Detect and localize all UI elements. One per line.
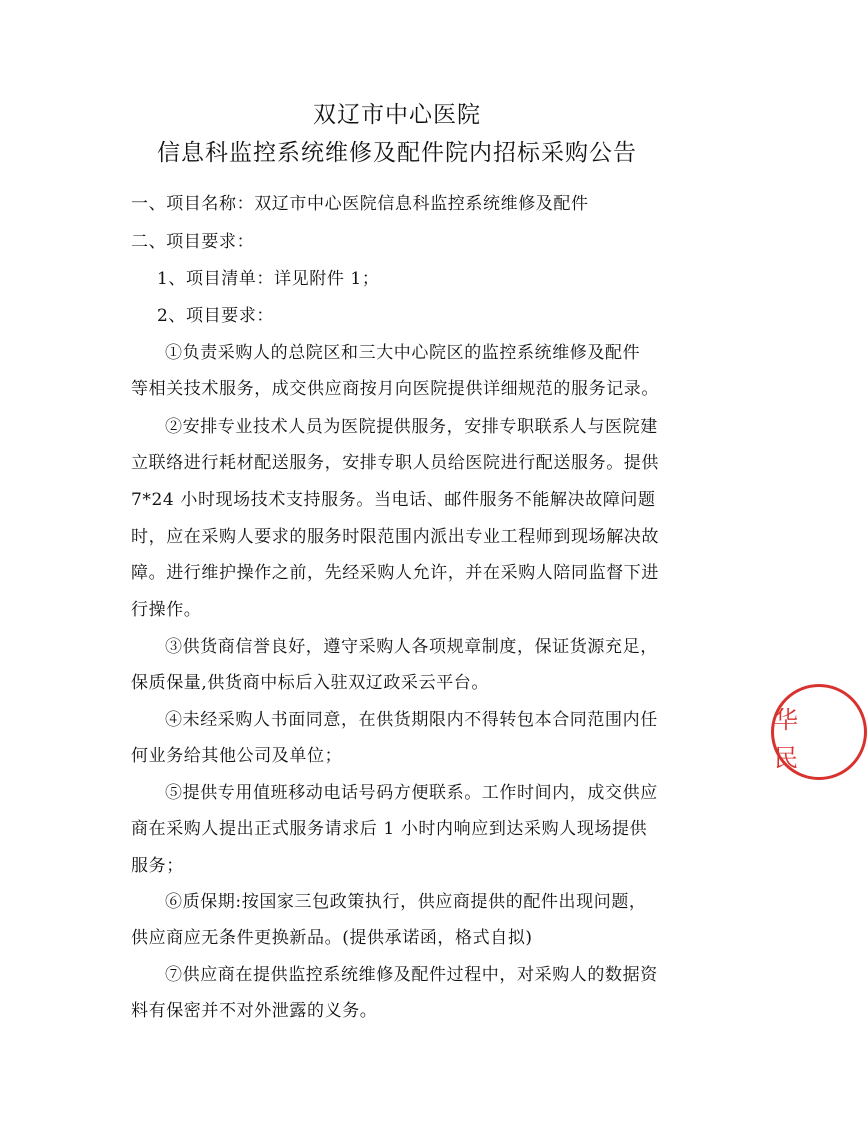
requirement-2-line2: 立联络进行耗材配送服务，安排专职人员给医院进行配送服务。提供 [131,453,659,473]
requirement-5-line1: ⑤提供专用值班移动电话号码方便联系。工作时间内，成交供应 [165,783,658,803]
seal-glyph-top: 华 [774,706,798,734]
requirement-6-line2: 供应商应无条件更换新品。(提供承诺函，格式自拟) [131,928,533,948]
requirement-2-line6: 行操作。 [131,600,202,620]
document-title-line2: 信息科监控系统维修及配件院内招标采购公告 [157,140,637,166]
requirement-1-line1: ①负责采购人的总院区和三大中心院区的监控系统维修及配件 [165,343,641,363]
requirement-1-line2: 等相关技术服务，成交供应商按月向医院提供详细规范的服务记录。 [131,379,659,399]
requirement-3-line1: ③供货商信誉良好，遵守采购人各项规章制度，保证货源充足， [165,637,658,657]
document-title-line1: 双辽市中心医院 [313,102,481,128]
red-seal-stamp [770,680,798,790]
requirement-7-line2: 料有保密并不对外泄露的义务。 [131,1001,378,1021]
requirement-2-line5: 障。进行维护操作之前，先经采购人允许，并在采购人陪同监督下进 [131,563,659,583]
requirement-2-line3: 7*24 小时现场技术支持服务。当电话、邮件服务不能解决故障问题 [131,490,656,510]
requirement-5-line3: 服务； [131,856,184,876]
seal-glyph-bottom: 民 [774,744,798,772]
requirement-4-line2: 何业务给其他公司及单位； [131,746,343,766]
requirement-5-line2: 商在采购人提出正式服务请求后 1 小时内响应到达采购人现场提供 [131,819,648,839]
item-project-requirements: 2、项目要求： [157,306,275,326]
requirement-3-line2: 保质保量,供货商中标后入驻双辽政采云平台。 [131,673,490,693]
section-project-requirements: 二、项目要求： [131,232,255,252]
section-project-name: 一、项目名称：双辽市中心医院信息科监控系统维修及配件 [131,194,589,214]
requirement-2-line4: 时，应在采购人要求的服务时限范围内派出专业工程师到现场解决故 [131,527,659,547]
requirement-4-line1: ④未经采购人书面同意，在供货期限内不得转包本合同范围内任 [165,710,658,730]
item-project-list: 1、项目清单：详见附件 1； [157,269,380,289]
requirement-6-line1: ⑥质保期:按国家三包政策执行，供应商提供的配件出现问题， [165,892,647,912]
requirement-7-line1: ⑦供应商在提供监控系统维修及配件过程中，对采购人的数据资 [165,965,658,985]
requirement-2-line1: ②安排专业技术人员为医院提供服务，安排专职联系人与医院建 [165,417,658,437]
